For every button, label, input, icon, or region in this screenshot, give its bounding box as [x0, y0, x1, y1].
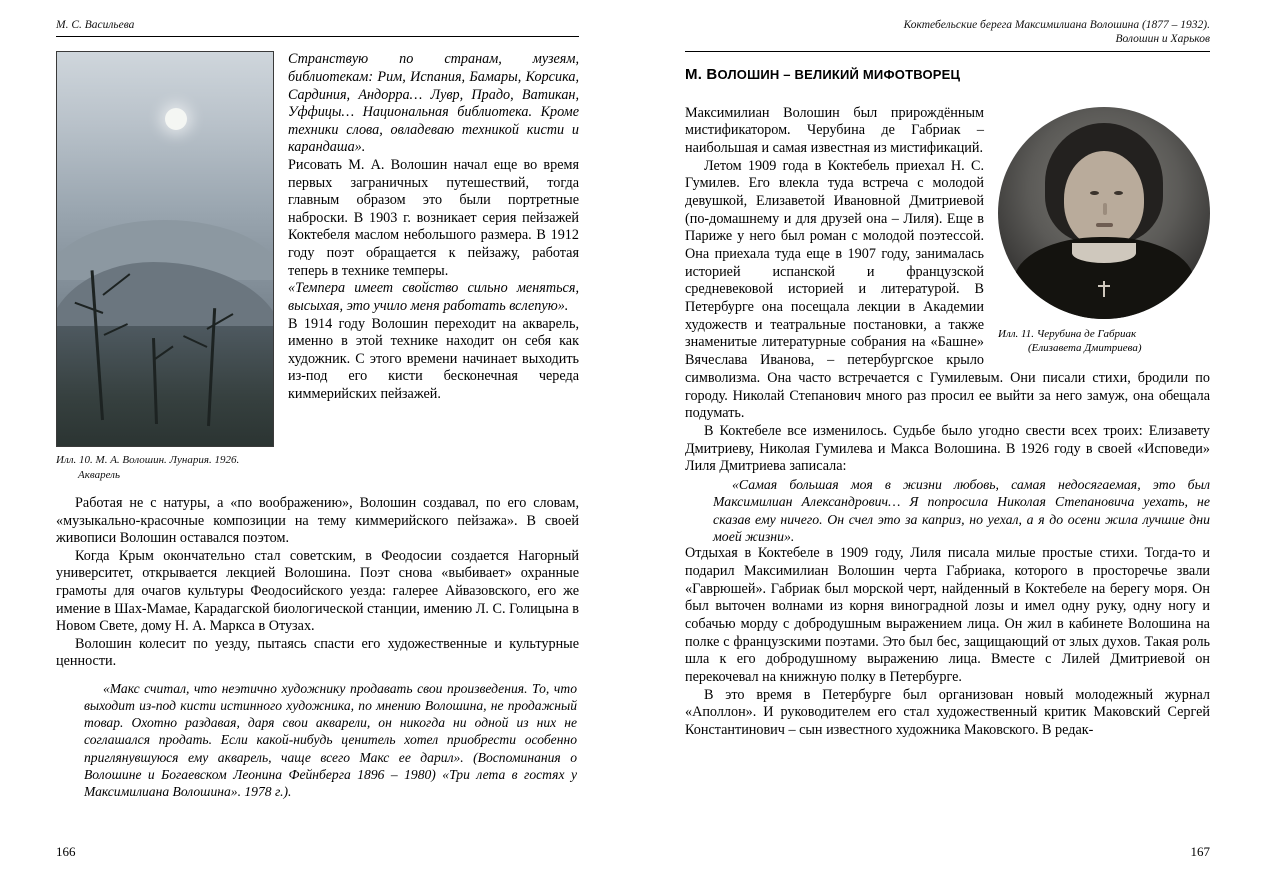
foreground-ground	[57, 326, 273, 446]
illustration-lunaria	[56, 51, 274, 447]
portrait-eye-left	[1090, 191, 1099, 195]
figure-column	[56, 51, 274, 482]
left-bottom-text	[56, 495, 579, 800]
portrait-eye-right	[1114, 191, 1123, 195]
left-running-head-text: М. С. Васильева	[56, 19, 135, 31]
portrait-figure	[998, 107, 1210, 356]
portrait-mouth	[1096, 223, 1113, 227]
paragraph-gumilev-1909: Летом 1909 года в Коктебель приехал Н. С. Гумилев. Его влекла туда встреча с молодой девушкой, Елизаветой Ивановной Дмитриевой (по-домашнему и для друзей она – Лиля). Еще в Париже у него был роман с молодой поэтессой. Она приехала туда еще в 1907 году, занималась историей испанской и французской средневековой историей и литературой. В Петербурге она посещала лекции в Академии художеств и театральные постановки, а также знаменитые литературные собрания на «Башне» Вячеслава Иванова, – петербургское крыло символизма. Она часто встречается с Гумилевым. Они писали стихи, бродили по городу. Николай Степанович много раз просил ее выйти за него замуж, она обещала подумать.	[685, 157, 1210, 422]
paragraph-mystifier: Максимилиан Волошин был прирождённым мистификатором. Черубина де Габриак – наибольшая и самая известная из мистификаций.	[685, 104, 984, 157]
paragraph-quote-tempera: «Темпера имеет свойство сильно меняться, высыхая, это учило меня работать вслепую».	[288, 280, 579, 314]
paragraph-koktebel-change: В Коктебеле все изменилось. Судьбе было угодно свести всех троих: Елизавету Дмитриеву, Николая Гумилева и Макса Волошина. В 1926 году в своей «Исповеди» Лиля Дмитриева записала:	[685, 422, 1210, 475]
paragraph-imagination: Работая не с натуры, а «по воображению», Волошин создавал, по его словам, «музыкально-красочные композиции на тему киммерийского пейзажа». В своей живописи Волошин оставался поэтом.	[56, 494, 579, 547]
left-text-column	[288, 51, 579, 482]
left-page	[0, 0, 633, 882]
left-page-columns	[56, 51, 579, 482]
page-number-right: 167	[1190, 844, 1210, 859]
paragraph-apollon: В это время в Петербурге был организован новый молодежный журнал «Аполлон». И руководителем его стал художественный критик Маковский Сергей Константинович – сын известного художника Маковского. В редак-	[685, 686, 1210, 739]
page-number-left: 166	[56, 844, 76, 859]
right-running-head-line2: Волошин и Харьков	[1115, 33, 1210, 46]
portrait-face	[1064, 151, 1144, 247]
illustration-caption	[56, 453, 274, 482]
right-running-head-line1: Коктебельские берега Максимилиана Волошина (1877 – 1932).	[903, 19, 1210, 31]
section-heading-rest: ОЛОШИН – ВЕЛИКИЙ МИФОТВОРЕЦ	[717, 66, 961, 82]
spacer	[56, 671, 579, 680]
moon-icon	[165, 108, 187, 130]
paragraph-gabriak: Отдыхая в Коктебеле в 1909 году, Лиля писала милые простые стихи. Тогда-то и подарил Максимилиан Волошин черта Габриака, которого в просторечье звали «Гаврюшей». Габриак был морской черт, найденный в Коктебеле на берегу моря. Он был выточен волнами из корня виноградной лозы и имел одну руку, одну ногу и собачью морду с добродушным выражением лица. Он жил в кабинете Волошина на полке с французскими поэтами. Это был бес, защищающий от злых духов. Такая роль шла к его добродушному выражению лица. Вместе с Лилей Дмитриевой он перекочевал на книжную полку в Петербурге.	[685, 545, 1210, 686]
paragraph-uezd: Волошин колесит по уезду, пытаясь спасти его художественные и культурные ценности.	[56, 635, 579, 670]
portrait-caption-line2: (Елизавета Дмитриева)	[1028, 342, 1142, 355]
blockquote-feinberg: «Макс считал, что неэтично художнику продавать свои произведения. То, что выходит из-под кисти истинного художника, по мнению Волошина, не продажный товар. Охотно раздавая, даря свои акварели, он никогда ни одной из них не соглашался продать. Если какой-нибудь ценитель хотел приобрести особенно приглянувшуюся ему акварель, чаще всего Макс ее дарил». (Воспоминания о Волошине и Богаевском Леонина Фейнберга 1896 – 1980) «Три лета в гостях у Максимилиана Волошина». 1978 г.).	[84, 681, 577, 799]
left-running-head	[56, 18, 579, 37]
blockquote-confession: «Самая большая моя в жизни любовь, самая недосягаемая, это был Максимилиан Александрович… Я попросила Николая Степановича уехать, не сказав ему ничего. Он счел это за каприз, но уехал, а я до осени жила лучшие дни моей жизни».	[713, 476, 1210, 544]
portrait-collar	[1072, 243, 1136, 263]
section-heading-strong: М. В	[685, 65, 718, 83]
paragraph-soviet-crimea: Когда Крым окончательно стал советским, в Феодосии создается Нагорный университет, открывается лекцией Волошина. Поэт снова «выбивает» охранные грамоты для очагов культуры Феодосийского уезда: галерее Айвазовского, его же имение в Шах-Мамае, Карадагской биологической станции, имению Л. С. Голицына в Новом Свете, дому Н. А. Маркса в Отузах.	[56, 547, 579, 635]
right-running-head	[685, 18, 1210, 52]
cross-pendant-icon	[1103, 281, 1105, 297]
portrait-nose	[1103, 203, 1107, 215]
paragraph-drawing-start: Рисовать М. А. Волошин начал еще во время первых заграничных путешествий, тогда главным образом это были портретные наброски. В 1903 г. возникает серия пейзажей Коктебеля маслом небольшого размера. В 1912 году поэт обращается к пейзажу, работая теперь в технике темперы.	[288, 157, 579, 279]
section-heading	[685, 66, 1210, 83]
paragraph-quote-travel: Странствую по странам, музеям, библиотекам: Рим, Испания, Бамары, Корсика, Сардиния, Андорра… Лувр, Прадо, Ватикан, Уффицы… Национальная библиотека. Кроме техники слова, овладеваю техникой кисти и карандаша».	[288, 51, 579, 156]
illustration-caption-line2: Акварель	[78, 468, 120, 481]
portrait-caption-line1: Илл. 11. Черубина де Габриак	[998, 327, 1137, 340]
paragraph-watercolor: В 1914 году Волошин переходит на акварель, именно в этой технике находит он себя как художник. С этого времени начинает выходить из-под его кисти бесконечная череда киммерийских пейзажей.	[288, 315, 579, 402]
illustration-caption-line1: Илл. 10. М. А. Волошин. Лунария. 1926.	[56, 454, 240, 467]
portrait-caption	[998, 327, 1210, 356]
right-page	[633, 0, 1266, 882]
portrait-cherubina	[998, 107, 1210, 319]
